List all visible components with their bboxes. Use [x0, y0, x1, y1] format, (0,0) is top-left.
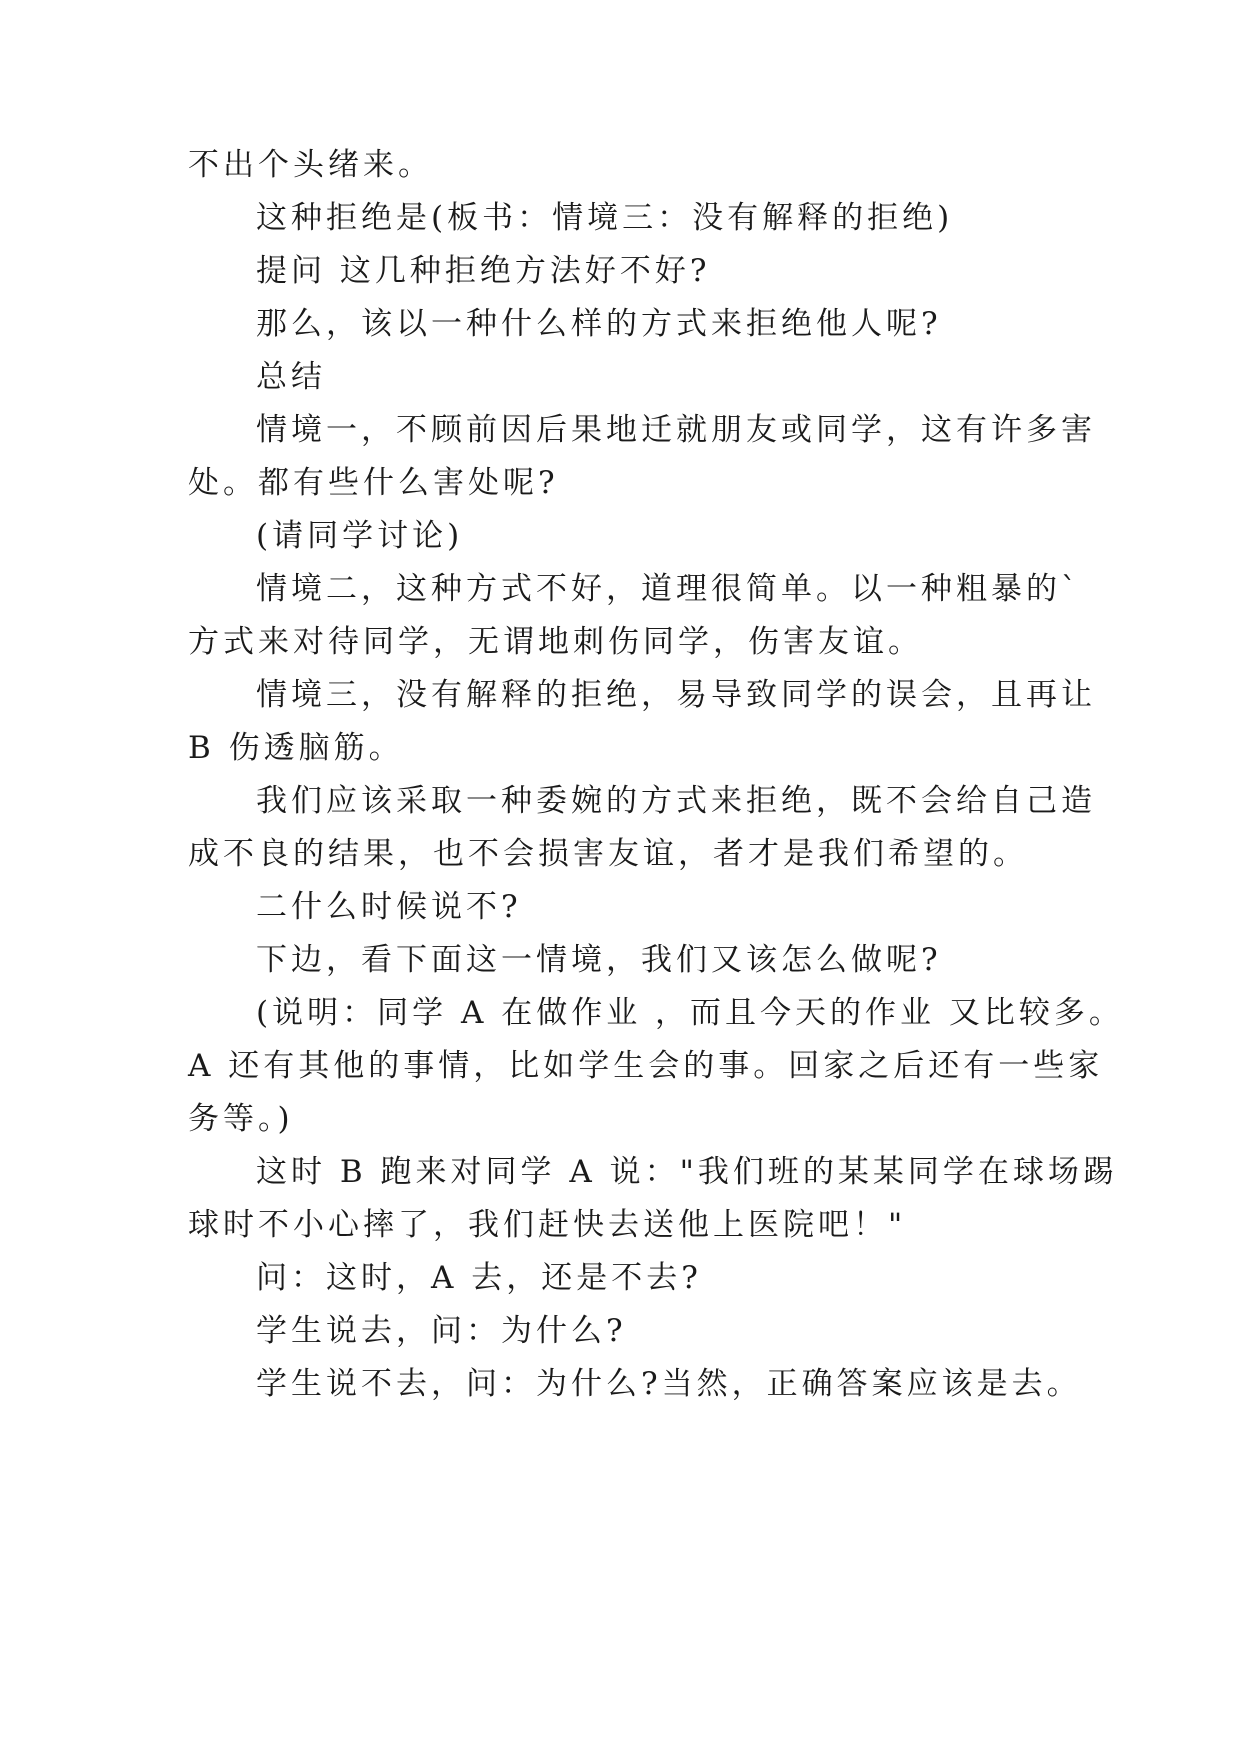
text-line: 方式来对待同学，无谓地刺伤同学，伤害友谊。 [188, 624, 923, 660]
text-line: 情境三，没有解释的拒绝，易导致同学的误会，且再让 [256, 677, 1096, 713]
text-line: 务等。) [188, 1101, 294, 1137]
text-line: 二什么时候说不? [256, 889, 522, 925]
text-line: 球时不小心摔了，我们赶快去送他上医院吧！" [188, 1207, 907, 1243]
text-line: B 伤透脑筋。 [188, 730, 404, 766]
text-line: 学生说去，问：为什么? [256, 1313, 627, 1349]
text-line: 问：这时，A 去，还是不去? [256, 1260, 702, 1296]
text-line: 总结 [256, 359, 326, 395]
text-line: 我们应该采取一种委婉的方式来拒绝，既不会给自己造 [256, 783, 1096, 819]
text-line: 下边，看下面这一情境，我们又该怎么做呢? [256, 942, 942, 978]
text-line: 情境二，这种方式不好，道理很简单。以一种粗暴的` [256, 571, 1081, 607]
text-line: 这时 B 跑来对同学 A 说："我们班的某某同学在球场踢 [256, 1154, 1118, 1190]
text-line: (说明：同学 A 在做作业 ，而且今天的作业 又比较多。 [256, 995, 1124, 1031]
text-line: 情境一，不顾前因后果地迁就朋友或同学，这有许多害 [256, 412, 1096, 448]
text-line: A 还有其他的事情，比如学生会的事。回家之后还有一些家 [188, 1048, 1104, 1084]
text-line: 处。都有些什么害处呢? [188, 465, 559, 501]
text-line: 提问 这几种拒绝方法好不好? [256, 253, 711, 289]
text-line: 这种拒绝是(板书：情境三：没有解释的拒绝) [256, 200, 954, 236]
text-line: 那么，该以一种什么样的方式来拒绝他人呢? [256, 306, 942, 342]
text-line: 成不良的结果，也不会损害友谊，者才是我们希望的。 [188, 836, 1028, 872]
text-line: (请同学讨论) [256, 518, 464, 554]
text-line: 不出个头绪来。 [188, 147, 433, 183]
text-line: 学生说不去，问：为什么?当然，正确答案应该是去。 [256, 1366, 1082, 1402]
